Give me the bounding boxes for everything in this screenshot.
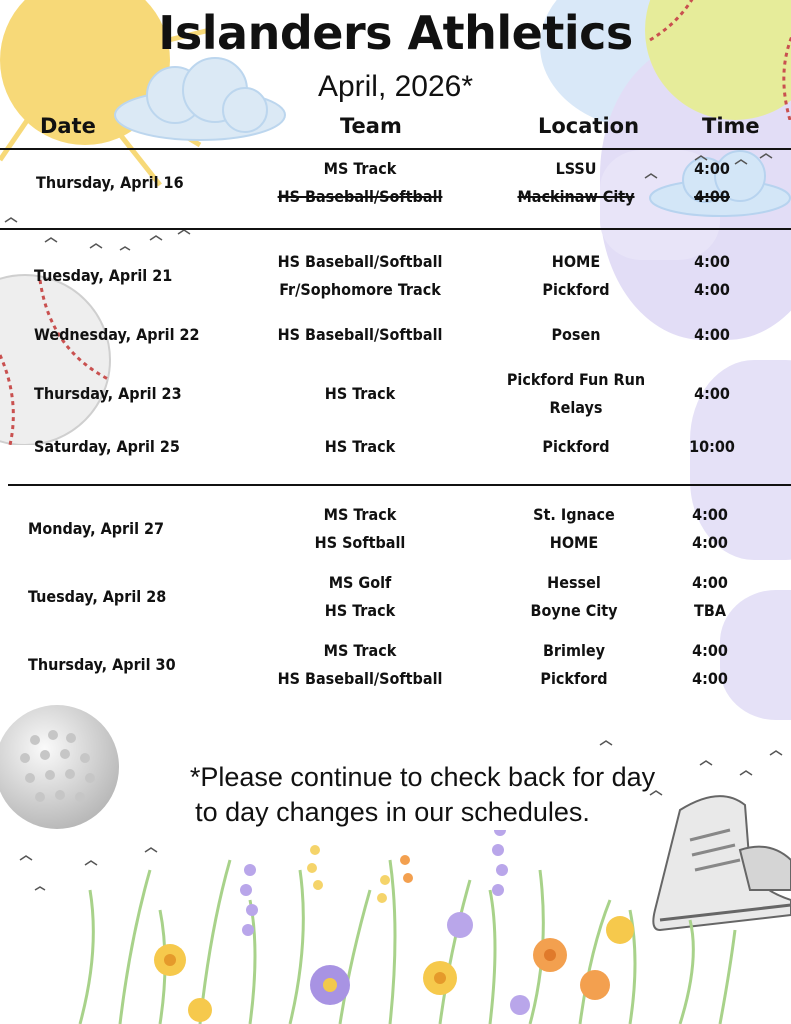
baseball-icon [0, 270, 120, 445]
row-team-cancelled: HS Baseball/Softball [277, 187, 443, 206]
row-location: LSSU [555, 159, 597, 178]
row-team: HS Softball [314, 533, 406, 552]
row-team: HS Track [324, 601, 396, 620]
row-location: Pickford [542, 280, 610, 299]
row-date: Thursday, April 23 [34, 384, 182, 403]
row-time: 4:00 [692, 533, 728, 552]
row-time: 4:00 [692, 505, 728, 524]
week-divider [8, 484, 791, 486]
row-date: Monday, April 27 [28, 519, 165, 538]
row-time: 4:00 [694, 159, 730, 178]
row-location: Brimley [542, 641, 606, 660]
column-header-team: Team [340, 114, 402, 138]
row-time-cancelled: 4:00 [694, 187, 730, 206]
row-location: Pickford Fun Run [506, 370, 646, 389]
grass-flowers-icon [60, 830, 740, 1024]
row-time: 4:00 [692, 641, 728, 660]
week-divider [0, 228, 791, 230]
row-team: Fr/Sophomore Track [279, 280, 441, 299]
schedule-change-note [0, 760, 791, 830]
page-subtitle: April, 2026* [317, 70, 474, 103]
birds-icon [0, 210, 200, 270]
row-team: HS Track [324, 384, 396, 403]
note-line-1: *Please continue to check back for day [189, 762, 656, 792]
header-divider [0, 148, 791, 150]
row-time: 4:00 [692, 669, 728, 688]
row-date: Tuesday, April 28 [28, 587, 167, 606]
row-date: Thursday, April 16 [36, 173, 184, 192]
row-time: 4:00 [694, 280, 730, 299]
column-header-location: Location [538, 114, 640, 138]
row-time: 4:00 [694, 252, 730, 271]
row-team: MS Track [323, 159, 397, 178]
column-header-date: Date [40, 114, 96, 138]
column-header-time: Time [702, 114, 760, 138]
row-time: 10:00 [689, 437, 735, 456]
row-location: Relays [549, 398, 603, 417]
row-location: Hessel [547, 573, 601, 592]
row-time: TBA [694, 601, 726, 620]
row-location: HOME [549, 533, 599, 552]
row-team: HS Baseball/Softball [277, 325, 443, 344]
row-time: 4:00 [692, 573, 728, 592]
row-time: 4:00 [694, 325, 730, 344]
row-location: Pickford [540, 669, 608, 688]
row-date: Saturday, April 25 [34, 437, 180, 456]
row-location: HOME [551, 252, 601, 271]
row-location-cancelled: Mackinaw City [517, 187, 635, 206]
row-team: MS Track [323, 641, 397, 660]
row-location: Pickford [542, 437, 610, 456]
row-location: Posen [551, 325, 601, 344]
row-time: 4:00 [694, 384, 730, 403]
row-team: HS Baseball/Softball [277, 252, 443, 271]
row-date: Thursday, April 30 [28, 655, 176, 674]
row-team: MS Golf [328, 573, 392, 592]
row-team: HS Baseball/Softball [277, 669, 443, 688]
row-location: Boyne City [530, 601, 618, 620]
row-date: Tuesday, April 21 [34, 266, 173, 285]
row-team: MS Track [323, 505, 397, 524]
row-location: St. Ignace [533, 505, 615, 524]
page-title: Islanders Athletics [158, 6, 633, 60]
row-team: HS Track [324, 437, 396, 456]
note-line-2: to day changes in our schedules. [195, 797, 590, 827]
row-date: Wednesday, April 22 [34, 325, 200, 344]
